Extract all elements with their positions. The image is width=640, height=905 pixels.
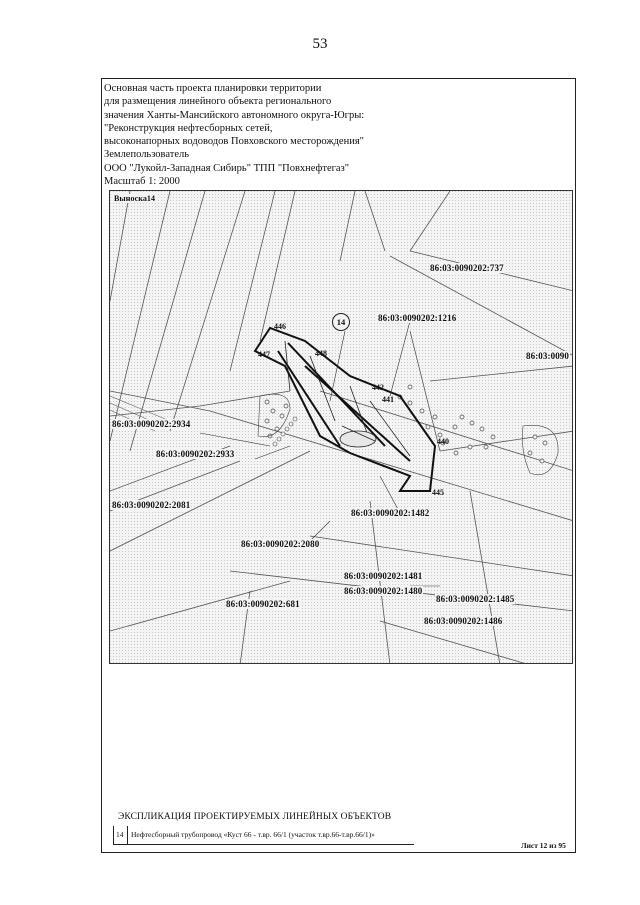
header-line: Масштаб 1: 2000 bbox=[104, 176, 180, 188]
header-line: Землепользователь bbox=[104, 149, 190, 161]
explication-description: Нефтесборный трубопровод «Куст 66 - т.вр. 66/1 (участок т.вр.66-т.вр.66/1)» bbox=[131, 830, 375, 839]
point-label: 442 bbox=[372, 383, 384, 392]
parcel-label: 86:03:0090202:1485 bbox=[436, 594, 515, 604]
point-label: 447 bbox=[258, 350, 270, 359]
explication-divider bbox=[127, 826, 128, 844]
header-line: "Реконструкция нефтесборных сетей, bbox=[104, 122, 273, 134]
point-label: 441 bbox=[382, 395, 394, 404]
header-line: Основная часть проекта планировки территории bbox=[104, 83, 322, 94]
parcel-label: 86:03:0090202:2933 bbox=[156, 449, 235, 459]
explication-title: ЭКСПЛИКАЦИЯ ПРОЕКТИРУЕМЫХ ЛИНЕЙНЫХ ОБЪЕКТОВ bbox=[118, 812, 392, 822]
header-line: ООО "Лукойл-Западная Сибирь" ТПП "Повхнефтегаз" bbox=[104, 162, 350, 174]
parcel-label: 86:03:0090202:1480 bbox=[344, 586, 423, 596]
explication-row bbox=[113, 826, 414, 845]
explication-number: 14 bbox=[116, 830, 124, 839]
map-inset bbox=[109, 190, 573, 664]
point-label: 445 bbox=[432, 488, 444, 497]
parcel-label: 86:03:0090202:1486 bbox=[424, 616, 503, 626]
parcel-label: 86:03:0090202:1216 bbox=[378, 313, 457, 323]
header-line: значения Ханты-Мансийского автономного округа-Югры: bbox=[104, 109, 365, 121]
sheet-label: Лист 12 из 95 bbox=[521, 841, 566, 850]
header-line: для размещения линейного объекта регионального bbox=[104, 96, 332, 108]
object-marker: 14 bbox=[332, 313, 350, 331]
parcel-label: 86:03:0090202:2081 bbox=[112, 500, 191, 510]
parcel-label: 86:03:0090202:737 bbox=[430, 263, 504, 273]
page-number: 53 bbox=[312, 36, 328, 52]
point-label: 440 bbox=[437, 437, 449, 446]
point-label: 448 bbox=[315, 349, 327, 358]
inset-title: Выноска14 bbox=[114, 194, 156, 203]
parcel-label: 86:03:0090202:681 bbox=[226, 599, 300, 609]
parcel-label: 86:03:0090202:2080 bbox=[241, 539, 320, 549]
header-block bbox=[104, 82, 404, 188]
parcel-label: 86:03:0090202:1481 bbox=[344, 571, 423, 581]
parcel-label: 86:03:0090 bbox=[526, 351, 569, 361]
header-line: высоконапорных водоводов Повховского месторождения" bbox=[104, 136, 364, 148]
parcel-label: 86:03:0090202:2934 bbox=[112, 419, 191, 429]
parcel-label: 86:03:0090202:1482 bbox=[351, 508, 430, 518]
point-label: 446 bbox=[274, 322, 286, 331]
